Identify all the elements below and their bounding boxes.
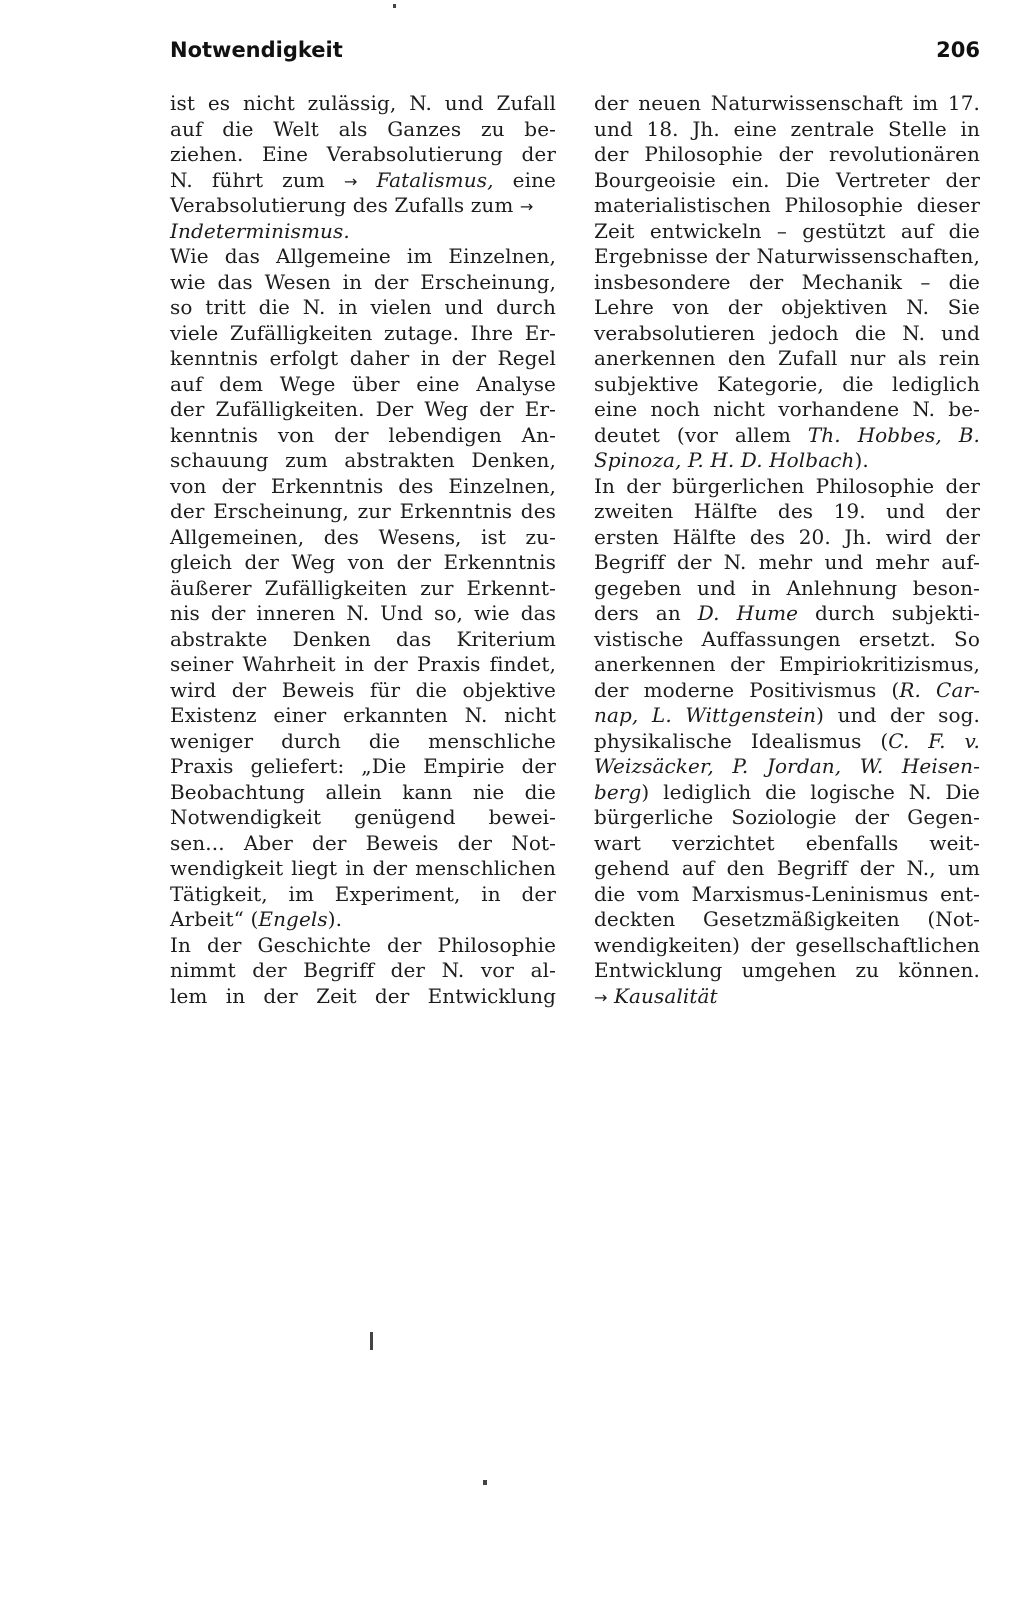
arrow-icon: →: [519, 197, 534, 216]
italic-text: R. Car-: [899, 677, 980, 702]
line-text: äußerer Zufälligkeiten zur Erkennt-: [170, 575, 556, 600]
text-line: [170, 270, 556, 296]
text-line: [170, 372, 556, 398]
line-text: Entwicklung umgehen zu können.: [594, 958, 980, 982]
text-line: [170, 780, 556, 806]
text-line: [170, 448, 556, 474]
right-text-column: [594, 91, 980, 1009]
line-text: Zeit entwickeln – gestützt auf die: [594, 218, 980, 243]
text-line: [594, 856, 980, 882]
text-line: [594, 423, 980, 449]
text-line: [594, 678, 980, 704]
line-text: ).: [327, 907, 343, 931]
text-line: [170, 652, 556, 678]
left-text-column: [170, 91, 556, 1009]
line-text: Arbeit“ (: [170, 907, 259, 931]
line-text: nimmt der Begriff der N. vor al-: [170, 958, 556, 982]
text-line: [170, 295, 556, 321]
line-text: ).: [854, 448, 869, 472]
text-line: [594, 346, 980, 372]
text-line: [170, 678, 556, 704]
italic-text: Weizsäcker, P. Jordan, W. Heisen-: [594, 754, 980, 778]
text-line: [594, 652, 980, 678]
line-text: so tritt die N. in vielen und durch: [170, 295, 556, 319]
text-line: [594, 168, 980, 194]
line-text: In der bürgerlichen Philosophie der: [594, 473, 980, 498]
text-line: [594, 499, 980, 525]
italic-text: Spinoza, P. H. D. Holbach: [594, 448, 855, 472]
line-text: ersten Hälfte des 20. Jh. wird der: [594, 524, 980, 549]
text-line: [170, 474, 556, 500]
line-text: ist es nicht zulässig, N. und Zufall: [170, 91, 556, 115]
text-line: [170, 703, 556, 729]
line-text: wird der Beweis für die objektive: [170, 677, 556, 702]
line-text: kenntnis erfolgt daher in der Regel: [170, 346, 556, 370]
text-line: [594, 270, 980, 296]
text-line: [594, 117, 980, 143]
line-text: weniger durch die menschliche: [170, 728, 556, 753]
text-line: [594, 193, 980, 219]
text-line: [594, 933, 980, 959]
text-line: [594, 703, 980, 729]
text-line: [170, 219, 556, 245]
text-line: [594, 219, 980, 245]
line-text: Ergebnisse der Naturwissenschaften,: [594, 244, 980, 268]
italic-text: D. Hume: [697, 601, 799, 625]
text-line: [170, 729, 556, 755]
line-text: von der Erkenntnis des Einzelnen,: [170, 473, 556, 498]
line-text: Lehre von der objektiven N. Sie: [594, 295, 980, 319]
line-text: der Philosophie der revolutionären: [594, 142, 980, 166]
line-text: der Erscheinung, zur Erkenntnis des: [170, 499, 556, 523]
arrow-icon: →: [594, 987, 608, 1007]
line-text: wendigkeit liegt in der menschlichen: [170, 856, 556, 880]
text-line: [594, 805, 980, 831]
line-text: materialistischen Philosophie dieser: [594, 193, 980, 217]
page-number: 206: [936, 38, 980, 62]
line-text: vistische Auffassungen ersetzt. So: [594, 626, 980, 651]
text-line: [170, 193, 556, 219]
line-text: deutet (vor allem: [594, 422, 808, 447]
line-text: kenntnis von der lebendigen An-: [170, 422, 556, 447]
line-text: Tätigkeit, im Experiment, in der: [170, 881, 556, 906]
line-text: wie das Wesen in der Erscheinung,: [170, 269, 556, 294]
text-line: [170, 244, 556, 270]
line-text: Verabsolutierung des Zufalls zum: [170, 193, 520, 217]
line-text: anerkennen der Empiriokritizismus,: [594, 652, 980, 676]
line-text: physikalische Idealismus (: [594, 728, 889, 753]
scan-speck: [483, 1480, 487, 1485]
text-line: [170, 346, 556, 372]
text-line: [594, 448, 980, 474]
text-line: [594, 958, 980, 984]
line-text: gegeben und in Anlehnung beson-: [594, 575, 980, 600]
line-text: Existenz einer erkannten N. nicht: [170, 703, 556, 727]
text-line: [170, 907, 556, 933]
text-line: [170, 958, 556, 984]
arrow-icon: →: [343, 171, 358, 191]
line-text: die vom Marxismus-Leninismus ent-: [594, 881, 980, 906]
text-line: [170, 933, 556, 959]
text-line: [170, 423, 556, 449]
line-text: ders an: [594, 601, 698, 625]
line-text: ) und der sog.: [816, 703, 980, 727]
line-text: Notwendigkeit genügend bewei-: [170, 805, 556, 829]
line-text: gehend auf den Begriff der N., um: [594, 856, 980, 880]
line-text: auf die Welt als Ganzes zu be-: [170, 116, 556, 141]
line-text: Begriff der N. mehr und mehr auf-: [594, 550, 980, 574]
line-text: bürgerliche Soziologie der Gegen-: [594, 805, 980, 829]
italic-text: Kausalität: [607, 983, 718, 1008]
text-line: [594, 780, 980, 806]
line-text: eine noch nicht vorhandene N. be-: [594, 397, 980, 421]
line-text: Praxis geliefert: „Die Empirie der: [170, 754, 556, 778]
line-text: abstrakte Denken das Kriterium: [170, 626, 556, 651]
italic-text: Fatalismus,: [357, 167, 494, 192]
text-line: [170, 805, 556, 831]
text-line: [170, 168, 556, 194]
italic-text: Indeterminismus.: [170, 218, 350, 243]
text-line: [170, 882, 556, 908]
text-line: [594, 754, 980, 780]
text-line: [594, 142, 980, 168]
line-text: und 18. Jh. eine zentrale Stelle in: [594, 116, 980, 141]
text-line: [594, 397, 980, 423]
line-text: insbesondere der Mechanik – die: [594, 269, 980, 294]
page-title: Notwendigkeit: [170, 38, 343, 62]
line-text: ) lediglich die logische N. Die: [641, 779, 980, 804]
scan-speck: [393, 4, 396, 8]
scan-speck: [370, 1332, 373, 1350]
italic-text: Engels: [258, 907, 328, 931]
line-text: Bourgeoisie ein. Die Vertreter der: [594, 167, 980, 192]
text-line: [170, 550, 556, 576]
text-line: [594, 627, 980, 653]
line-text: durch subjekti-: [798, 601, 980, 625]
line-text: der neuen Naturwissenschaft im 17.: [594, 91, 980, 115]
text-line: [594, 295, 980, 321]
line-text: nis der inneren N. Und so, wie das: [170, 601, 556, 625]
line-text: viele Zufälligkeiten zutage. Ihre Er-: [170, 320, 556, 345]
text-line: [594, 321, 980, 347]
line-text: Beobachtung allein kann nie die: [170, 779, 556, 804]
running-header: [170, 38, 980, 72]
line-text: lem in der Zeit der Entwicklung: [170, 983, 556, 1008]
line-text: subjektive Kategorie, die lediglich: [594, 371, 980, 396]
text-line: [170, 856, 556, 882]
text-line: [594, 984, 980, 1010]
line-text: der moderne Positivismus (: [594, 677, 900, 702]
line-text: Allgemeinen, des Wesens, ist zu-: [170, 524, 556, 549]
line-text: seiner Wahrheit in der Praxis findet,: [170, 652, 556, 676]
italic-text: nap, L. Wittgenstein: [594, 703, 817, 727]
italic-text: C. F. v.: [888, 728, 980, 753]
line-text: anerkennen den Zufall nur als rein: [594, 346, 980, 370]
text-line: [594, 882, 980, 908]
line-text: Wie das Allgemeine im Einzelnen,: [170, 244, 556, 268]
text-line: [170, 627, 556, 653]
text-line: [170, 525, 556, 551]
text-line: [170, 91, 556, 117]
italic-text: berg: [594, 779, 642, 804]
text-line: [594, 601, 980, 627]
text-line: [594, 474, 980, 500]
line-text: wart verzichtet ebenfalls weit-: [594, 830, 980, 855]
line-text: sen... Aber der Beweis der Not-: [170, 830, 556, 855]
line-text: In der Geschichte der Philosophie: [170, 932, 556, 957]
text-line: [594, 729, 980, 755]
line-text: verabsolutieren jedoch die N. und: [594, 320, 980, 345]
text-line: [170, 142, 556, 168]
line-text: eine: [493, 167, 556, 192]
text-line: [594, 244, 980, 270]
text-line: [170, 601, 556, 627]
text-line: [170, 397, 556, 423]
text-line: [170, 754, 556, 780]
line-text: schauung zum abstrakten Denken,: [170, 448, 556, 472]
line-text: deckten Gesetzmäßigkeiten (Not-: [594, 907, 980, 931]
line-text: auf dem Wege über eine Analyse: [170, 371, 556, 396]
line-text: N. führt zum: [170, 167, 344, 192]
text-line: [594, 372, 980, 398]
text-line: [594, 525, 980, 551]
text-line: [170, 831, 556, 857]
text-line: [594, 550, 980, 576]
line-text: der Zufälligkeiten. Der Weg der Er-: [170, 397, 556, 421]
text-line: [170, 117, 556, 143]
text-line: [594, 576, 980, 602]
line-text: wendigkeiten) der gesellschaftlichen: [594, 932, 980, 957]
text-line: [594, 91, 980, 117]
line-text: ziehen. Eine Verabsolutierung der: [170, 142, 556, 166]
line-text: zweiten Hälfte des 19. und der: [594, 499, 980, 523]
italic-text: Th. Hobbes, B.: [807, 422, 980, 447]
text-line: [170, 499, 556, 525]
text-line: [594, 907, 980, 933]
text-line: [170, 984, 556, 1010]
line-text: gleich der Weg von der Erkenntnis: [170, 550, 556, 574]
text-line: [594, 831, 980, 857]
text-line: [170, 576, 556, 602]
text-line: [170, 321, 556, 347]
